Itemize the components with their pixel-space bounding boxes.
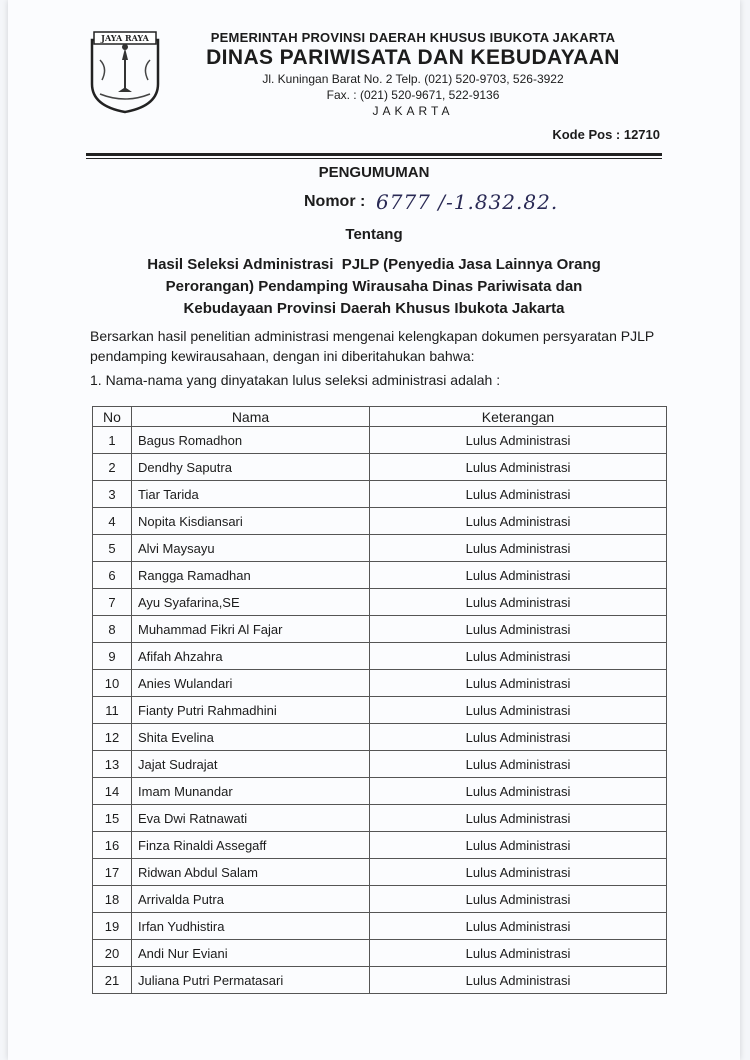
row-status: Lulus Administrasi — [370, 832, 667, 859]
row-number: 5 — [93, 535, 132, 562]
row-status: Lulus Administrasi — [370, 616, 667, 643]
row-name: Bagus Romadhon — [132, 427, 370, 454]
table-row — [93, 805, 667, 832]
row-name: Irfan Yudhistira — [132, 913, 370, 940]
row-status: Lulus Administrasi — [370, 805, 667, 832]
row-status: Lulus Administrasi — [370, 913, 667, 940]
row-number: 7 — [93, 589, 132, 616]
table-row — [93, 859, 667, 886]
table-row — [93, 778, 667, 805]
row-status: Lulus Administrasi — [370, 481, 667, 508]
row-number: 19 — [93, 913, 132, 940]
row-status: Lulus Administrasi — [370, 535, 667, 562]
document-title: PENGUMUMAN — [318, 164, 430, 181]
row-name: Ridwan Abdul Salam — [132, 859, 370, 886]
government-name: PEMERINTAH PROVINSI DAERAH KHUSUS IBUKOTA JAKARTA — [210, 30, 616, 45]
letterhead — [173, 30, 653, 118]
row-number: 14 — [93, 778, 132, 805]
row-number: 8 — [93, 616, 132, 643]
row-name: Alvi Maysayu — [132, 535, 370, 562]
table-row — [93, 670, 667, 697]
row-name: Dendhy Saputra — [132, 454, 370, 481]
row-status: Lulus Administrasi — [370, 940, 667, 967]
table-row — [93, 751, 667, 778]
row-number: 15 — [93, 805, 132, 832]
table-row — [93, 886, 667, 913]
row-name: Eva Dwi Ratnawati — [132, 805, 370, 832]
subject-line-3: Kebudayaan Provinsi Daerah Khusus Ibukota Jakarta — [183, 300, 565, 317]
row-name: Fianty Putri Rahmadhini — [132, 697, 370, 724]
agency-address: Jl. Kuningan Barat No. 2 Telp. (021) 520-9703, 526-3922 — [262, 72, 564, 86]
row-number: 12 — [93, 724, 132, 751]
row-name: Afifah Ahzahra — [132, 643, 370, 670]
row-status: Lulus Administrasi — [370, 778, 667, 805]
row-number: 18 — [93, 886, 132, 913]
row-status: Lulus Administrasi — [370, 562, 667, 589]
row-status: Lulus Administrasi — [370, 454, 667, 481]
table-row — [93, 454, 667, 481]
row-name: Tiar Tarida — [132, 481, 370, 508]
row-name: Nopita Kisdiansari — [132, 508, 370, 535]
agency-name: DINAS PARIWISATA DAN KEBUDAYAAN — [206, 46, 620, 69]
row-status: Lulus Administrasi — [370, 859, 667, 886]
row-status: Lulus Administrasi — [370, 697, 667, 724]
letterhead-divider-thin — [86, 158, 662, 159]
row-status: Lulus Administrasi — [370, 967, 667, 994]
row-status: Lulus Administrasi — [370, 427, 667, 454]
row-name: Jajat Sudrajat — [132, 751, 370, 778]
document-page — [8, 0, 740, 1060]
header-nama: Nama — [132, 407, 370, 427]
nomor-handwritten-value: 6777 /-1.832.82. — [376, 190, 559, 214]
tentang-heading: Tentang — [345, 226, 403, 243]
table-row — [93, 535, 667, 562]
table-row — [93, 967, 667, 994]
table-row — [93, 427, 667, 454]
row-status: Lulus Administrasi — [370, 643, 667, 670]
table-row — [93, 589, 667, 616]
row-number: 4 — [93, 508, 132, 535]
row-name: Finza Rinaldi Assegaff — [132, 832, 370, 859]
announcement-subject — [108, 254, 640, 320]
row-status: Lulus Administrasi — [370, 886, 667, 913]
table-row — [93, 481, 667, 508]
row-name: Rangga Ramadhan — [132, 562, 370, 589]
letterhead-divider-thick — [86, 153, 662, 156]
header-keterangan: Keterangan — [370, 407, 667, 427]
results-table — [92, 406, 667, 994]
row-number: 16 — [93, 832, 132, 859]
row-status: Lulus Administrasi — [370, 670, 667, 697]
point-1-text: 1. Nama-nama yang dinyatakan lulus seleksi administrasi adalah : — [90, 372, 501, 388]
row-number: 2 — [93, 454, 132, 481]
row-number: 13 — [93, 751, 132, 778]
row-status: Lulus Administrasi — [370, 724, 667, 751]
table-row — [93, 697, 667, 724]
row-name: Andi Nur Eviani — [132, 940, 370, 967]
row-number: 20 — [93, 940, 132, 967]
row-status: Lulus Administrasi — [370, 751, 667, 778]
row-number: 17 — [93, 859, 132, 886]
row-name: Juliana Putri Permatasari — [132, 967, 370, 994]
header-no: No — [93, 407, 132, 427]
agency-fax: Fax. : (021) 520-9671, 522-9136 — [326, 88, 500, 102]
row-number: 1 — [93, 427, 132, 454]
intro-paragraph: Bersarkan hasil penelitian administrasi mengenai kelengkapan dokumen persyaratan PJLP pendamping kewirausahaan, dengan ini diberitahukan bahwa: — [90, 328, 654, 364]
table-row — [93, 940, 667, 967]
row-name: Ayu Syafarina,SE — [132, 589, 370, 616]
row-number: 11 — [93, 697, 132, 724]
row-name: Arrivalda Putra — [132, 886, 370, 913]
row-status: Lulus Administrasi — [370, 508, 667, 535]
row-name: Muhammad Fikri Al Fajar — [132, 616, 370, 643]
row-number: 3 — [93, 481, 132, 508]
table-row — [93, 913, 667, 940]
agency-city: JAKARTA — [372, 104, 454, 118]
subject-line-2: Perorangan) Pendamping Wirausaha Dinas Pariwisata dan — [165, 278, 583, 295]
table-row — [93, 616, 667, 643]
table-row — [93, 832, 667, 859]
row-number: 9 — [93, 643, 132, 670]
row-number: 21 — [93, 967, 132, 994]
table-header-row — [93, 407, 667, 427]
subject-line-1: Hasil Seleksi Administrasi PJLP (Penyedia Jasa Lainnya Orang — [147, 256, 601, 273]
nomor-label: Nomor : — [304, 193, 366, 210]
row-number: 10 — [93, 670, 132, 697]
row-name: Imam Munandar — [132, 778, 370, 805]
row-name: Anies Wulandari — [132, 670, 370, 697]
table-row — [93, 724, 667, 751]
jaya-raya-emblem-icon — [88, 30, 162, 114]
row-number: 6 — [93, 562, 132, 589]
table-row — [93, 562, 667, 589]
row-status: Lulus Administrasi — [370, 589, 667, 616]
postal-code: Kode Pos : 12710 — [552, 127, 660, 142]
table-row — [93, 643, 667, 670]
logo-text: JAYA RAYA — [101, 33, 149, 43]
row-name: Shita Evelina — [132, 724, 370, 751]
table-row — [93, 508, 667, 535]
